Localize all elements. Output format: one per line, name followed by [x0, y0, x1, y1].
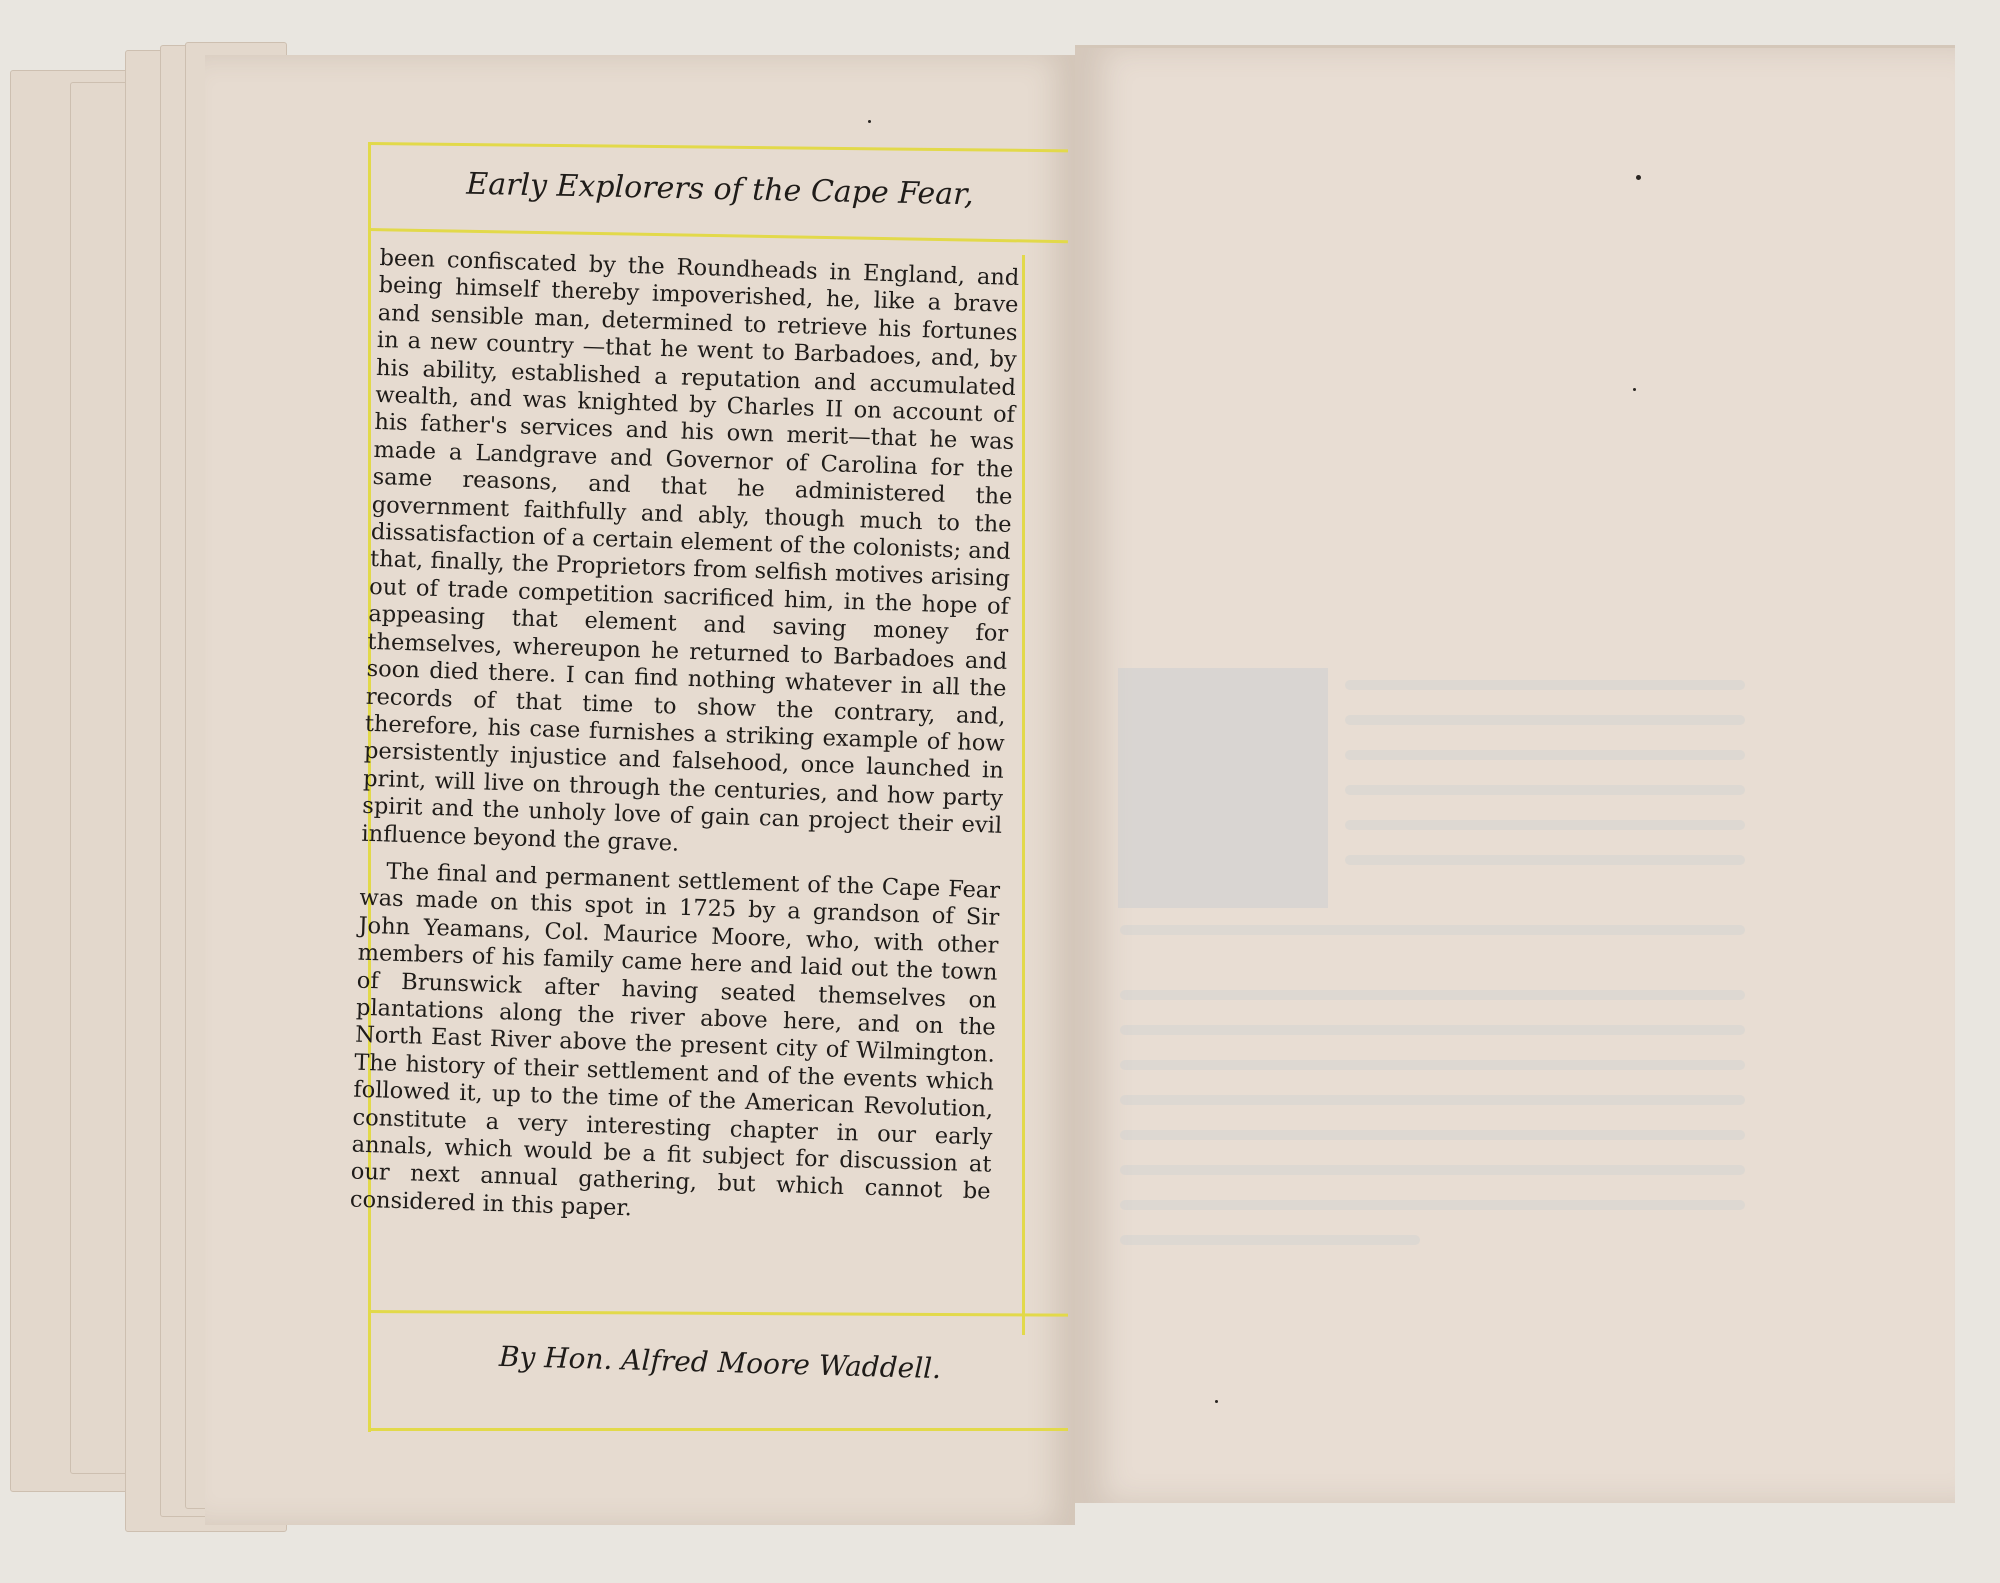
show-through-line — [1120, 1060, 1745, 1070]
paragraph: The final and permanent settlement of the Cape Fear was made on this spot in 1725 by a grandson of Sir John Yeamans, Col. Maurice Moore, who, with other members of his family came here and laid out the town of Brunswick after having seated themselves on plantations along the river above here, and on the North East River above the present city of Wilmington. The history of their settlement and of the events which followed it, up to the time of the American Revolution, constitute a very interesting chapter in our early annals, which would be a fit subject for discussion at our next annual gathering, but which cannot be considered in this paper. — [349, 858, 1001, 1222]
show-through-line — [1345, 785, 1745, 795]
show-through-line — [1120, 1165, 1745, 1175]
show-through-line — [1345, 680, 1745, 690]
show-through-line — [1120, 1130, 1745, 1140]
running-head: Early Explorers of the Cape Fear, — [466, 166, 974, 213]
show-through-line — [1345, 855, 1745, 865]
show-through-line — [1345, 820, 1745, 830]
show-through-line — [1120, 925, 1745, 935]
paper-speck — [868, 120, 871, 123]
show-through-image — [1118, 668, 1328, 908]
paper-speck — [1633, 388, 1636, 391]
show-through-line — [1120, 1200, 1745, 1210]
byline: By Hon. Alfred Moore Waddell. — [498, 1339, 942, 1386]
show-through-line — [1120, 1025, 1745, 1035]
paper-speck — [1215, 1400, 1218, 1403]
show-through-line — [1120, 990, 1745, 1000]
show-through-line — [1120, 1095, 1745, 1105]
frame-bottom-border — [368, 1428, 1068, 1431]
paper-speck — [1636, 175, 1641, 180]
frame-inner-right-border — [1022, 255, 1025, 1335]
paragraph: been confiscated by the Roundheads in England, and being himself thereby impoverished, he, like a brave and sensible man, determined to retrieve his fortunes in a new country —that he went to Barbadoes, and, by his ability, established a reputation and accumulated wealth, and was knighted by Charles II on account of his father's services and his own merit—that he was made a Landgrave and Governor of Carolina for the same reasons, and that he administered the government faithfully and ably, though much to the dissatisfaction of a certain element of the colonists; and that, finally, the Proprietors from selfish motives arising out of trade competition sacrificed him, in the hope of appeasing that element and saving money for themselves, whereupon he returned to Barbadoes and soon died there. I can find nothing whatever in all the records of that time to show the contrary, and, therefore, his case furnishes a striking example of how persistently injustice and falsehood, once launched in print, will live on through the centuries, and how party spirit and the unholy love of gain can project their evil influence beyond the grave. — [361, 245, 1020, 857]
show-through-line — [1345, 750, 1745, 760]
body-text — [350, 245, 1020, 1234]
show-through-line — [1345, 715, 1745, 725]
show-through-line — [1120, 1235, 1420, 1245]
